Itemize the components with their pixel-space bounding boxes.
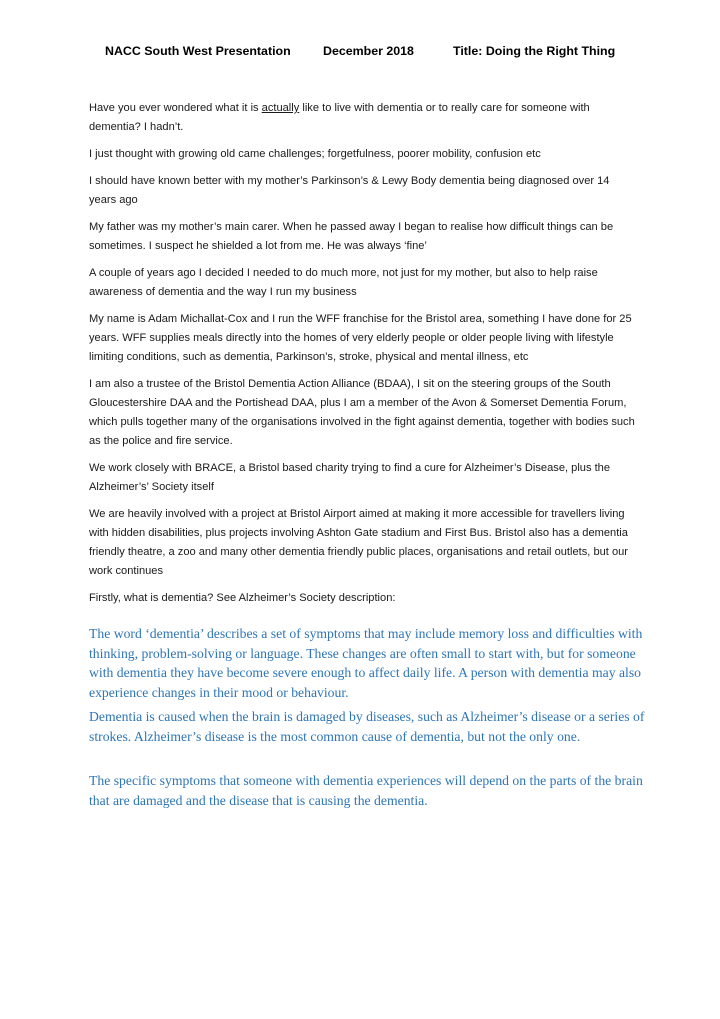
paragraph-mother-diagnosis: I should have known better with my mother’s Parkinson’s & Lewy Body dementia being diagnosed over 14 years ago <box>89 175 610 206</box>
quote-symptoms: The specific symptoms that someone with dementia experiences will depend on the parts of the brain that are damaged and the disease that is causing the dementia. <box>89 773 643 808</box>
paragraph-intro <box>89 99 639 137</box>
header-title: Title: Doing the Right Thing <box>453 44 616 58</box>
page-header <box>0 44 720 62</box>
paragraph-father-carer: My father was my mother’s main carer. When he passed away I began to realise how difficult things can be sometimes. I suspect he shielded a lot from me. He was always ‘fine’ <box>89 221 614 252</box>
underlined-word: actually <box>261 102 300 114</box>
quote-causes: Dementia is caused when the brain is damaged by diseases, such as Alzheimer’s disease or a series of strokes. Alzheimer’s disease is the most common cause of dementia, but not the only one. <box>89 709 645 744</box>
paragraph-introduction-wff: My name is Adam Michallat-Cox and I run the WFF franchise for the Bristol area, something I have done for 25 years. WFF supplies meals directly into the homes of very elderly people or older people living with lifestyle limiting conditions, such as dementia, Parkinson’s, stroke, physical and mental illness, etc <box>89 313 632 363</box>
paragraph-trustee: I am also a trustee of the Bristol Dementia Action Alliance (BDAA), I sit on the steering groups of the South Gloucestershire DAA and the Portishead DAA, plus I am a member of the Avon & Somerset Dementia Forum, which pulls together many of the organisations involved in the fight against dementia, together with bodies such as the police and fire service. <box>89 378 635 447</box>
paragraph-intro-start: Have you ever wondered what it is <box>89 102 262 114</box>
paragraph-brace: We work closely with BRACE, a Bristol based charity trying to find a cure for Alzheimer’s Disease, plus the Alzheimer’s’ Society itself <box>89 462 611 493</box>
paragraph-growing-old: I just thought with growing old came challenges; forgetfulness, poorer mobility, confusion etc <box>89 148 541 160</box>
paragraph-intro-end: like to live with dementia or to really care for someone with dementia? I hadn’t. <box>89 102 590 133</box>
header-event: NACC South West Presentation <box>105 44 291 58</box>
quote-definition: The word ‘dementia’ describes a set of symptoms that may include memory loss and difficulties with thinking, problem-solving or language. These changes are often small to start with, but for someone with dementia they have become severe enough to affect daily life. A person with dementia may also experience changes in their mood or behaviour. <box>89 626 643 700</box>
body-text <box>89 99 639 616</box>
paragraph-airport-project: We are heavily involved with a project at Bristol Airport aimed at making it more accessible for travellers living with hidden disabilities, plus projects involving Ashton Gate stadium and First Bus. Bristol also has a dementia friendly theatre, a zoo and many other dementia friendly public places, organisations and retail outlets, but our work continues <box>89 508 628 577</box>
header-date: December 2018 <box>323 44 414 58</box>
paragraph-what-is-dementia: Firstly, what is dementia? See Alzheimer’s Society description: <box>89 592 396 604</box>
paragraph-raise-awareness: A couple of years ago I decided I needed to do much more, not just for my mother, but also to help raise awareness of dementia and the way I run my business <box>89 267 598 298</box>
